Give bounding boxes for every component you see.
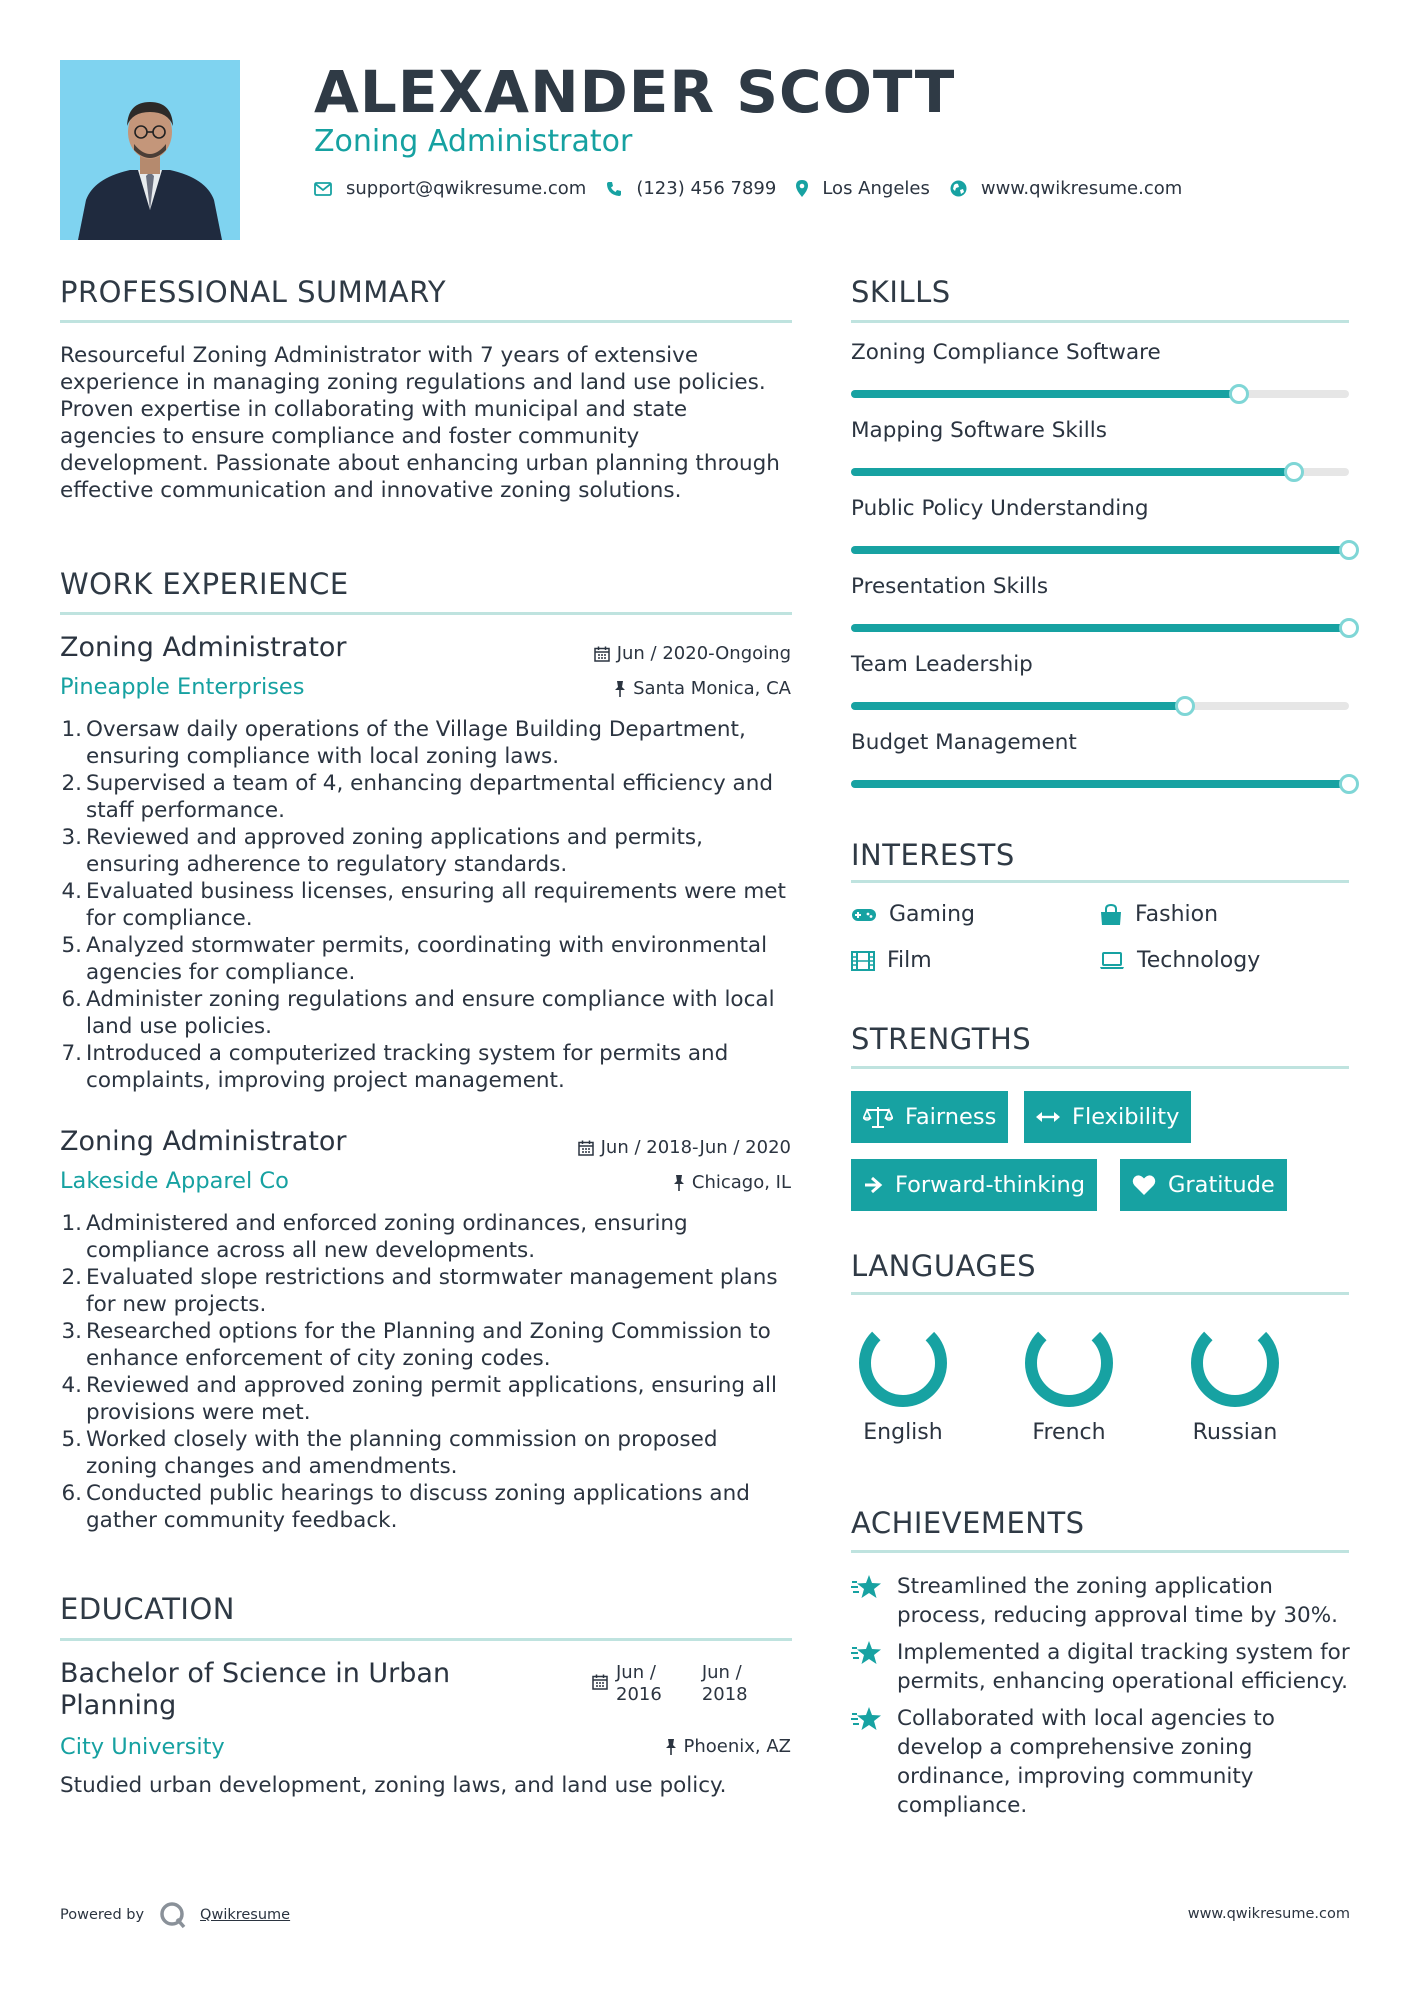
duty-item xyxy=(61,1318,792,1372)
strength-chip-flexibility xyxy=(1024,1091,1191,1143)
star-badge-icon xyxy=(851,1640,883,1666)
skill-bar-knob xyxy=(1229,384,1249,404)
website-text: www.qwikresume.com xyxy=(980,178,1183,199)
calendar-icon xyxy=(578,1140,594,1156)
skill-item xyxy=(851,652,1349,730)
skill-bar-fill xyxy=(851,468,1294,476)
strengths-heading: STRENGTHS xyxy=(851,1022,1032,1056)
duty-item xyxy=(61,986,792,1040)
duty-text: Reviewed and approved zoning applications and permits, ensuring adherence to regulatory standards. xyxy=(86,825,703,877)
location-text: Los Angeles xyxy=(822,178,930,199)
job-2-location-text: Chicago, IL xyxy=(691,1172,791,1193)
skill-label: Budget Management xyxy=(851,730,1077,755)
globe-icon xyxy=(950,180,967,197)
language-ring xyxy=(1183,1318,1303,1414)
duty-number: 4. xyxy=(61,1373,82,1398)
duty-number: 1. xyxy=(61,1211,82,1236)
summary-heading: PROFESSIONAL SUMMARY xyxy=(60,275,447,309)
heart-icon xyxy=(1132,1174,1156,1196)
candidate-name: ALEXANDER SCOTT xyxy=(314,58,956,126)
duty-number: 6. xyxy=(61,1481,82,1506)
achievement-item xyxy=(851,1704,1351,1820)
skill-bar-fill xyxy=(851,390,1239,398)
achievement-item xyxy=(851,1572,1351,1630)
duty-number: 6. xyxy=(61,987,82,1012)
phone-text: (123) 456 7899 xyxy=(636,178,777,199)
qwikresume-link[interactable]: Qwikresume xyxy=(200,1907,291,1923)
skill-bar-knob xyxy=(1175,696,1195,716)
interest-film xyxy=(851,948,932,973)
achievement-text: Implemented a digital tracking system for permits, enhancing operational efficiency. xyxy=(897,1640,1350,1694)
skill-label: Presentation Skills xyxy=(851,574,1049,599)
duty-text: Researched options for the Planning and Zoning Commission to enhance enforcement of city zoning codes. xyxy=(86,1319,771,1371)
strength-chip-gratitude xyxy=(1120,1159,1287,1211)
education-dates xyxy=(592,1662,748,1706)
achievements-divider xyxy=(851,1550,1349,1553)
skill-item xyxy=(851,574,1349,652)
contact-phone[interactable] xyxy=(606,178,776,199)
duty-item xyxy=(61,824,792,878)
laptop-icon xyxy=(1099,952,1125,970)
school-name: City University xyxy=(60,1734,225,1760)
candidate-title: Zoning Administrator xyxy=(314,124,633,159)
languages-list xyxy=(851,1318,1349,1468)
duty-text: Worked closely with the planning commission on proposed zoning changes and amendments. xyxy=(86,1427,718,1479)
duty-text: Conducted public hearings to discuss zoning applications and gather community feedback. xyxy=(86,1481,750,1533)
skill-bar-fill xyxy=(851,780,1349,788)
end-year: 2018 xyxy=(701,1684,748,1705)
job-1-title: Zoning Administrator xyxy=(60,632,347,663)
profile-photo xyxy=(60,60,240,240)
interests-heading: INTERESTS xyxy=(851,838,1015,872)
duty-text: Oversaw daily operations of the Village Building Department, ensuring compliance with local zoning laws. xyxy=(86,717,746,769)
contact-website[interactable] xyxy=(950,178,1182,199)
skill-label: Mapping Software Skills xyxy=(851,418,1107,443)
summary-divider xyxy=(60,320,792,323)
job-2-dates-text: Jun / 2018-Jun / 2020 xyxy=(600,1137,791,1158)
film-icon xyxy=(851,951,875,971)
duty-number: 3. xyxy=(61,825,82,850)
duty-number: 4. xyxy=(61,879,82,904)
achievements-list xyxy=(851,1572,1351,1820)
duty-item xyxy=(61,1210,792,1264)
duty-text: Administer zoning regulations and ensure compliance with local land use policies. xyxy=(86,987,775,1039)
duty-number: 2. xyxy=(61,1265,82,1290)
duty-item xyxy=(61,1264,792,1318)
map-pin-icon xyxy=(796,180,808,197)
achievement-text: Collaborated with local agencies to develop a comprehensive zoning ordinance, improving community compliance. xyxy=(897,1706,1275,1818)
degree-line-1: Bachelor of Science in Urban xyxy=(60,1658,451,1689)
education-location xyxy=(665,1736,792,1757)
duty-item xyxy=(61,716,792,770)
skill-item xyxy=(851,340,1349,418)
duty-item xyxy=(61,1426,792,1480)
job-2-company: Lakeside Apparel Co xyxy=(60,1168,289,1194)
skills-divider xyxy=(851,320,1349,323)
achievements-heading: ACHIEVEMENTS xyxy=(851,1506,1085,1540)
achievement-text: Streamlined the zoning application process, reducing approval time by 30%. xyxy=(897,1574,1338,1628)
strength-chip-forward-thinking xyxy=(851,1159,1097,1211)
skill-bar-fill xyxy=(851,624,1349,632)
phone-icon xyxy=(606,181,622,197)
skill-bar-track xyxy=(851,780,1349,788)
gamepad-icon xyxy=(851,907,877,923)
language-label: Russian xyxy=(1192,1420,1278,1445)
skill-bar-fill xyxy=(851,702,1185,710)
skill-bar-track xyxy=(851,390,1349,398)
arrow-right-icon xyxy=(863,1175,883,1195)
contact-email[interactable] xyxy=(314,178,586,199)
job-2-duties xyxy=(61,1210,792,1534)
education-end xyxy=(702,1662,748,1706)
job-1-company: Pineapple Enterprises xyxy=(60,674,305,700)
interest-label: Fashion xyxy=(1135,902,1219,927)
languages-divider xyxy=(851,1292,1349,1295)
skills-list xyxy=(851,340,1349,808)
skill-bar-track xyxy=(851,624,1349,632)
pushpin-icon xyxy=(673,1175,685,1191)
skill-bar-knob xyxy=(1339,774,1359,794)
duty-text: Reviewed and approved zoning permit applications, ensuring all provisions were met. xyxy=(86,1373,777,1425)
pushpin-icon xyxy=(614,681,626,697)
skill-item xyxy=(851,496,1349,574)
email-text: support@qwikresume.com xyxy=(346,178,587,199)
interest-fashion xyxy=(1099,902,1218,927)
interest-technology xyxy=(1099,948,1260,973)
pushpin-icon xyxy=(665,1739,677,1755)
end-month: Jun / xyxy=(701,1662,742,1683)
degree-line-2: Planning xyxy=(60,1690,177,1721)
skill-bar-knob xyxy=(1339,540,1359,560)
star-badge-icon xyxy=(851,1574,883,1600)
duty-text: Supervised a team of 4, enhancing departmental efficiency and staff performance. xyxy=(86,771,773,823)
skill-bar-track xyxy=(851,468,1349,476)
qwikresume-logo-icon xyxy=(158,1900,188,1930)
job-2-location xyxy=(673,1172,791,1193)
skill-bar-fill xyxy=(851,546,1349,554)
job-1-location-text: Santa Monica, CA xyxy=(633,678,791,699)
duty-item xyxy=(61,1040,792,1094)
strength-label: Fairness xyxy=(905,1104,997,1130)
start-month: Jun / xyxy=(616,1662,656,1683)
experience-heading: WORK EXPERIENCE xyxy=(60,567,349,601)
duty-item xyxy=(61,878,792,932)
skill-label: Zoning Compliance Software xyxy=(851,340,1161,365)
language-item xyxy=(1017,1318,1137,1445)
duty-text: Introduced a computerized tracking system for permits and complaints, improving project management. xyxy=(86,1041,729,1093)
powered-by-label: Powered by xyxy=(60,1907,145,1923)
duty-text: Administered and enforced zoning ordinances, ensuring compliance across all new developments. xyxy=(86,1211,688,1263)
skill-label: Team Leadership xyxy=(851,652,1033,677)
duty-text: Evaluated slope restrictions and stormwater management plans for new projects. xyxy=(86,1265,778,1317)
person-portrait-icon xyxy=(60,60,240,240)
strengths-divider xyxy=(851,1066,1349,1069)
duty-item xyxy=(61,1480,792,1534)
experience-divider xyxy=(60,612,792,615)
strength-label: Gratitude xyxy=(1168,1172,1275,1198)
skill-bar-knob xyxy=(1339,618,1359,638)
strength-label: Flexibility xyxy=(1072,1104,1180,1130)
language-ring xyxy=(1017,1318,1137,1414)
duty-number: 1. xyxy=(61,717,82,742)
skill-label: Public Policy Understanding xyxy=(851,496,1149,521)
interests-divider xyxy=(851,880,1349,883)
skill-bar-track xyxy=(851,546,1349,554)
language-label: English xyxy=(863,1420,943,1445)
job-1-duties xyxy=(61,716,792,1094)
interest-gaming xyxy=(851,902,975,927)
skill-item xyxy=(851,730,1349,808)
language-item xyxy=(851,1318,971,1445)
interest-label: Film xyxy=(887,948,932,973)
language-item xyxy=(1183,1318,1303,1445)
interest-label: Gaming xyxy=(889,902,975,927)
balance-scale-icon xyxy=(863,1105,893,1129)
duty-number: 5. xyxy=(61,933,82,958)
education-heading: EDUCATION xyxy=(60,1592,236,1626)
education-start xyxy=(616,1662,662,1706)
footer-powered-by xyxy=(60,1900,290,1930)
job-1-location xyxy=(614,678,791,699)
achievement-item xyxy=(851,1638,1351,1696)
envelope-icon xyxy=(314,182,332,196)
languages-heading: LANGUAGES xyxy=(851,1249,1037,1283)
strength-label: Forward-thinking xyxy=(895,1172,1086,1198)
duty-number: 2. xyxy=(61,771,82,796)
double-arrow-icon xyxy=(1036,1110,1060,1124)
job-1-dates xyxy=(594,643,791,664)
skills-heading: SKILLS xyxy=(851,275,951,309)
education-location-text: Phoenix, AZ xyxy=(683,1736,791,1757)
duty-item xyxy=(61,1372,792,1426)
job-2-title: Zoning Administrator xyxy=(60,1126,347,1157)
language-ring-arc xyxy=(851,1318,957,1414)
skill-item xyxy=(851,418,1349,496)
job-1-dates-text: Jun / 2020-Ongoing xyxy=(616,643,791,664)
duty-number: 3. xyxy=(61,1319,82,1344)
calendar-icon xyxy=(592,1674,608,1690)
contact-location xyxy=(796,178,930,199)
duty-number: 7. xyxy=(61,1041,82,1066)
degree-title xyxy=(60,1658,450,1722)
shopping-bag-icon xyxy=(1099,904,1123,926)
education-description: Studied urban development, zoning laws, and land use policy. xyxy=(60,1773,727,1798)
language-ring xyxy=(851,1318,971,1414)
skill-bar-knob xyxy=(1284,462,1304,482)
summary-text: Resourceful Zoning Administrator with 7 years of extensive experience in managing zoning regulations and land use policies. Proven expertise in collaborating with municipal and state agencies to ensure compliance and foster community development. Passionate about enhancing urban planning through effective communication and innovative zoning solutions. xyxy=(60,343,780,503)
language-ring-arc xyxy=(1017,1318,1123,1414)
duty-number: 5. xyxy=(61,1427,82,1452)
calendar-icon xyxy=(594,646,610,662)
start-year: 2016 xyxy=(616,1684,662,1705)
contact-bar xyxy=(314,178,1202,199)
duty-text: Evaluated business licenses, ensuring all requirements were met for compliance. xyxy=(86,879,786,931)
footer-website[interactable]: www.qwikresume.com xyxy=(1187,1906,1350,1922)
duty-text: Analyzed stormwater permits, coordinating with environmental agencies for compliance. xyxy=(86,933,768,985)
duty-item xyxy=(61,770,792,824)
job-2-dates xyxy=(578,1137,791,1158)
duty-item xyxy=(61,932,792,986)
language-ring-arc xyxy=(1183,1318,1289,1414)
education-divider xyxy=(60,1638,792,1641)
interest-label: Technology xyxy=(1137,948,1261,973)
star-badge-icon xyxy=(851,1706,883,1732)
skill-bar-track xyxy=(851,702,1349,710)
strength-chip-fairness xyxy=(851,1091,1008,1143)
language-label: French xyxy=(1032,1420,1106,1445)
